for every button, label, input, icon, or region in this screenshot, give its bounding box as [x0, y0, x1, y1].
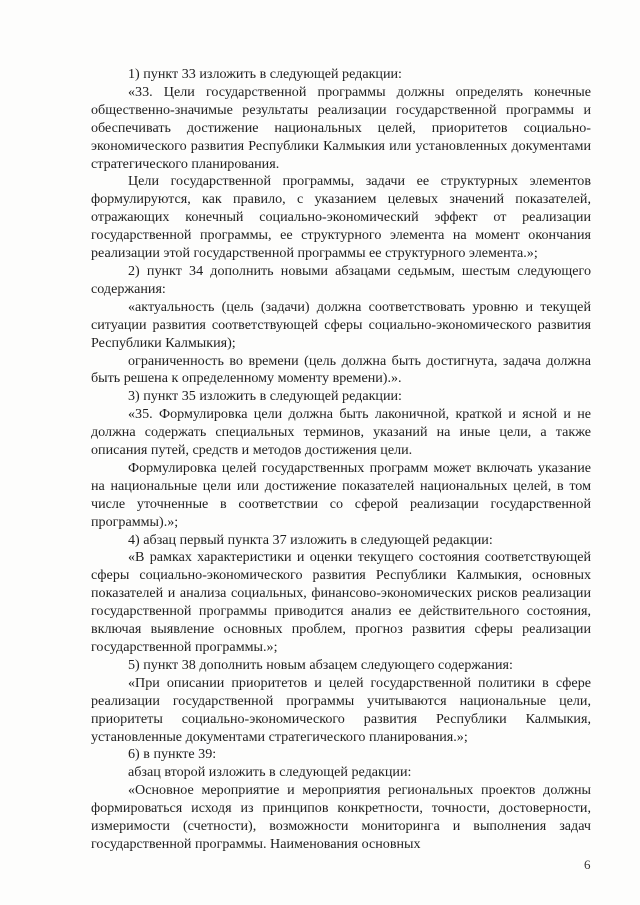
paragraph-1: 1) пункт 33 изложить в следующей редакции: [128, 66, 402, 82]
paragraph-4: 2) пункт 34 дополнить новыми абзацами седьмым, шестым следующего содержания: [91, 262, 591, 297]
paragraph-10: 4) абзац первый пункта 37 изложить в следующей редакции: [128, 531, 493, 548]
paragraph-5: «актуальность (цель (задачи) должна соответствовать уровню и текущей ситуации развития соответствующей сферы социально-экономического развития Республики Калмыкия); [91, 298, 591, 351]
paragraph-11: «В рамках характеристики и оценки текущего состояния соответствующей сферы социально-экономического развития Республики Калмыкия, основных показателей и анализа социальных, финансово-экономических рисков реализации государственной программы приводится анализ ее действительного состояния, включая выявление основных проблем, прогноз развития сферы реализации государственной программы.»; [91, 549, 591, 655]
document-body [91, 66, 591, 854]
paragraph-16: «Основное мероприятие и мероприятия региональных проектов должны формироваться исходя из принципов конкретности, точности, достоверности, измеримости (счетности), возможности мониторинга и выполнения задач государственной программы. Наименования основных [91, 782, 591, 852]
paragraph-14: 6) в пункте 39: [128, 746, 217, 763]
paragraph-6: ограниченность во времени (цель должна быть достигнута, задача должна быть решена к определенному моменту времени).». [91, 352, 591, 387]
paragraph-2: «33. Цели государственной программы должны определять конечные общественно-значимые результаты реализации государственной программы и обеспечивать достижение национальных целей, приоритетов социально-экономического развития Республики Калмыкия или установленных документами стратегического планирования. [91, 83, 591, 172]
paragraph-12: 5) пункт 38 дополнить новым абзацем следующего содержания: [128, 656, 513, 673]
paragraph-7: 3) пункт 35 изложить в следующей редакции: [128, 388, 402, 405]
page-number: 6 [584, 857, 591, 872]
paragraph-13: «При описании приоритетов и целей государственной политики в сфере реализации государственной программы учитываются национальные цели, приоритеты социально-экономического развития Республики Калмыкия, установленные документами стратегического планирования.»; [91, 674, 591, 745]
paragraph-15: абзац второй изложить в следующей редакции: [128, 764, 412, 781]
paragraph-9: Формулировка целей государственных программ может включать указание на национальные цели или достижение показателей национальных целей, в том числе уточненные в соответствии со сферой реализации государственной программы).»; [91, 459, 591, 530]
paragraph-8: «35. Формулировка цели должна быть лаконичной, краткой и ясной и не должна содержать специальных терминов, указаний на иные цели, а также описания путей, средств и методов достижения цели. [91, 406, 591, 459]
paragraph-3: Цели государственной программы, задачи ее структурных элементов формулируются, как правило, с указанием целевых значений показателей, отражающих конечный социально-экономический эффект от реализации государственной программы, ее структурного элемента на момент окончания реализации этой государственной программы ее структурного элемента.»; [91, 173, 591, 262]
